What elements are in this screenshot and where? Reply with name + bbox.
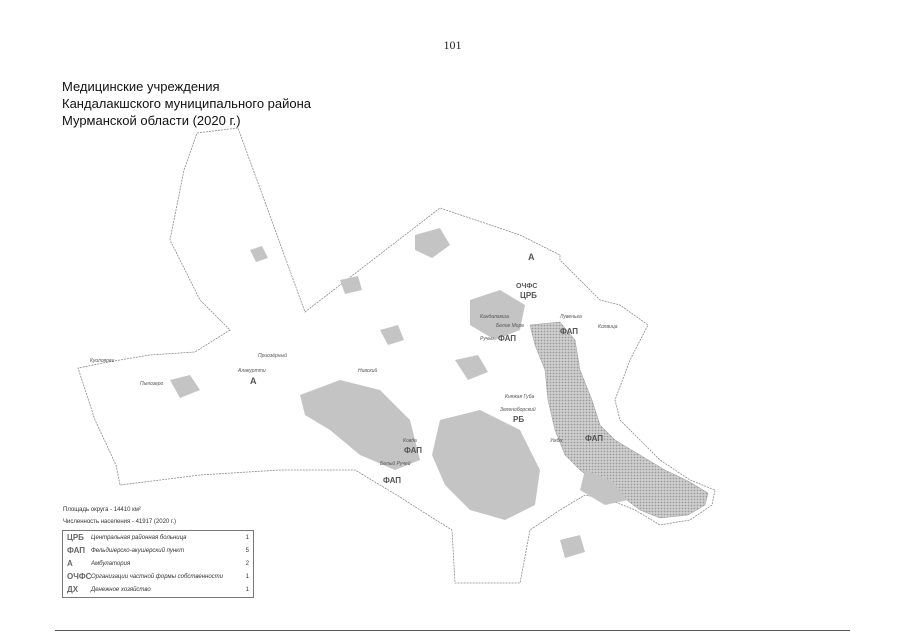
title-line-2: Кандалакшского муниципального района: [62, 96, 312, 111]
legend-row-fap: [63, 544, 253, 557]
legend-row-dh: [63, 583, 253, 596]
legend-count: 1: [245, 586, 249, 593]
legend-symbol: ЦРБ: [67, 533, 84, 542]
legend-row-crb: [63, 531, 253, 544]
district-stats: [63, 504, 176, 528]
legend-symbol: ФАП: [67, 546, 86, 555]
legend-count: 5: [245, 547, 249, 554]
fap-symbol-bely-ruchey: ФАП: [383, 476, 402, 485]
place-label-bely-ruchey: Белый Ручей: [380, 461, 411, 467]
place-label-alakurtti: Алакуртти: [238, 368, 266, 374]
fap-symbol-luvenga: ФАП: [560, 327, 579, 336]
fap-symbol-kovda: ФАП: [404, 446, 423, 455]
amb-symbol-north: А: [528, 252, 535, 262]
place-label-kandalaksha: Кандалакша: [480, 314, 509, 320]
amb-symbol-alakurtti: А: [250, 376, 257, 386]
bottom-rule: [55, 630, 850, 631]
legend-count: 1: [245, 534, 249, 541]
map-legend: [62, 530, 254, 598]
legend-symbol: А: [67, 559, 73, 568]
legend-row-ochfs: [63, 570, 253, 583]
page-number: 101: [443, 38, 462, 52]
place-label-kuoloyarvi: Куолоярви: [90, 358, 115, 364]
place-label-priozerny: Приозёрный: [258, 353, 288, 359]
population-text: Численность населения - 41917 (2020 г.): [63, 519, 177, 525]
place-label-kolvitsa: Колвица: [598, 324, 618, 330]
rb-symbol-zelenoborsky: РБ: [513, 415, 525, 424]
place-label-umba: Умба: [550, 438, 563, 444]
place-label-ruchyi: Ручьи: [480, 336, 494, 342]
place-label-nivsky: Нивский: [358, 368, 378, 374]
legend-label: Центральная районная больница: [91, 534, 187, 541]
place-label-beloe-more: Белое Море: [496, 323, 525, 329]
fap-symbol-umba: ФАП: [585, 434, 604, 443]
area-text: Площадь округа - 14410 км²: [63, 507, 141, 513]
legend-label: Организации частной формы собственности: [91, 573, 223, 580]
place-label-pyaozero: Пыяозеро: [140, 381, 164, 387]
legend-count: 2: [245, 560, 249, 567]
ochfs-symbol: ОЧФС: [516, 283, 538, 290]
fap-symbol-ruchyi: ФАП: [498, 334, 517, 343]
place-label-kovda: Ковда: [403, 438, 417, 444]
place-label-knyazhaya-guba: Княжая Губа: [505, 394, 535, 400]
title-line-1: Медицинские учреждения: [62, 79, 220, 94]
place-label-zelenoborsky: Зеленоборский: [500, 407, 536, 413]
title-line-3: Мурманской области (2020 г.): [62, 113, 241, 128]
legend-label: Фельдшерско-акушерский пункт: [91, 547, 185, 554]
legend-symbol: ОЧФС: [67, 572, 92, 581]
place-label-luvenga: Лувеньга: [560, 314, 582, 320]
legend-label: Денежное хозяйство: [91, 586, 151, 593]
legend-symbol: ДХ: [67, 585, 79, 594]
crb-symbol: ЦРБ: [520, 291, 537, 300]
legend-row-amb: [63, 557, 253, 570]
legend-count: 1: [245, 573, 249, 580]
legend-label: Амбулатория: [91, 560, 131, 567]
